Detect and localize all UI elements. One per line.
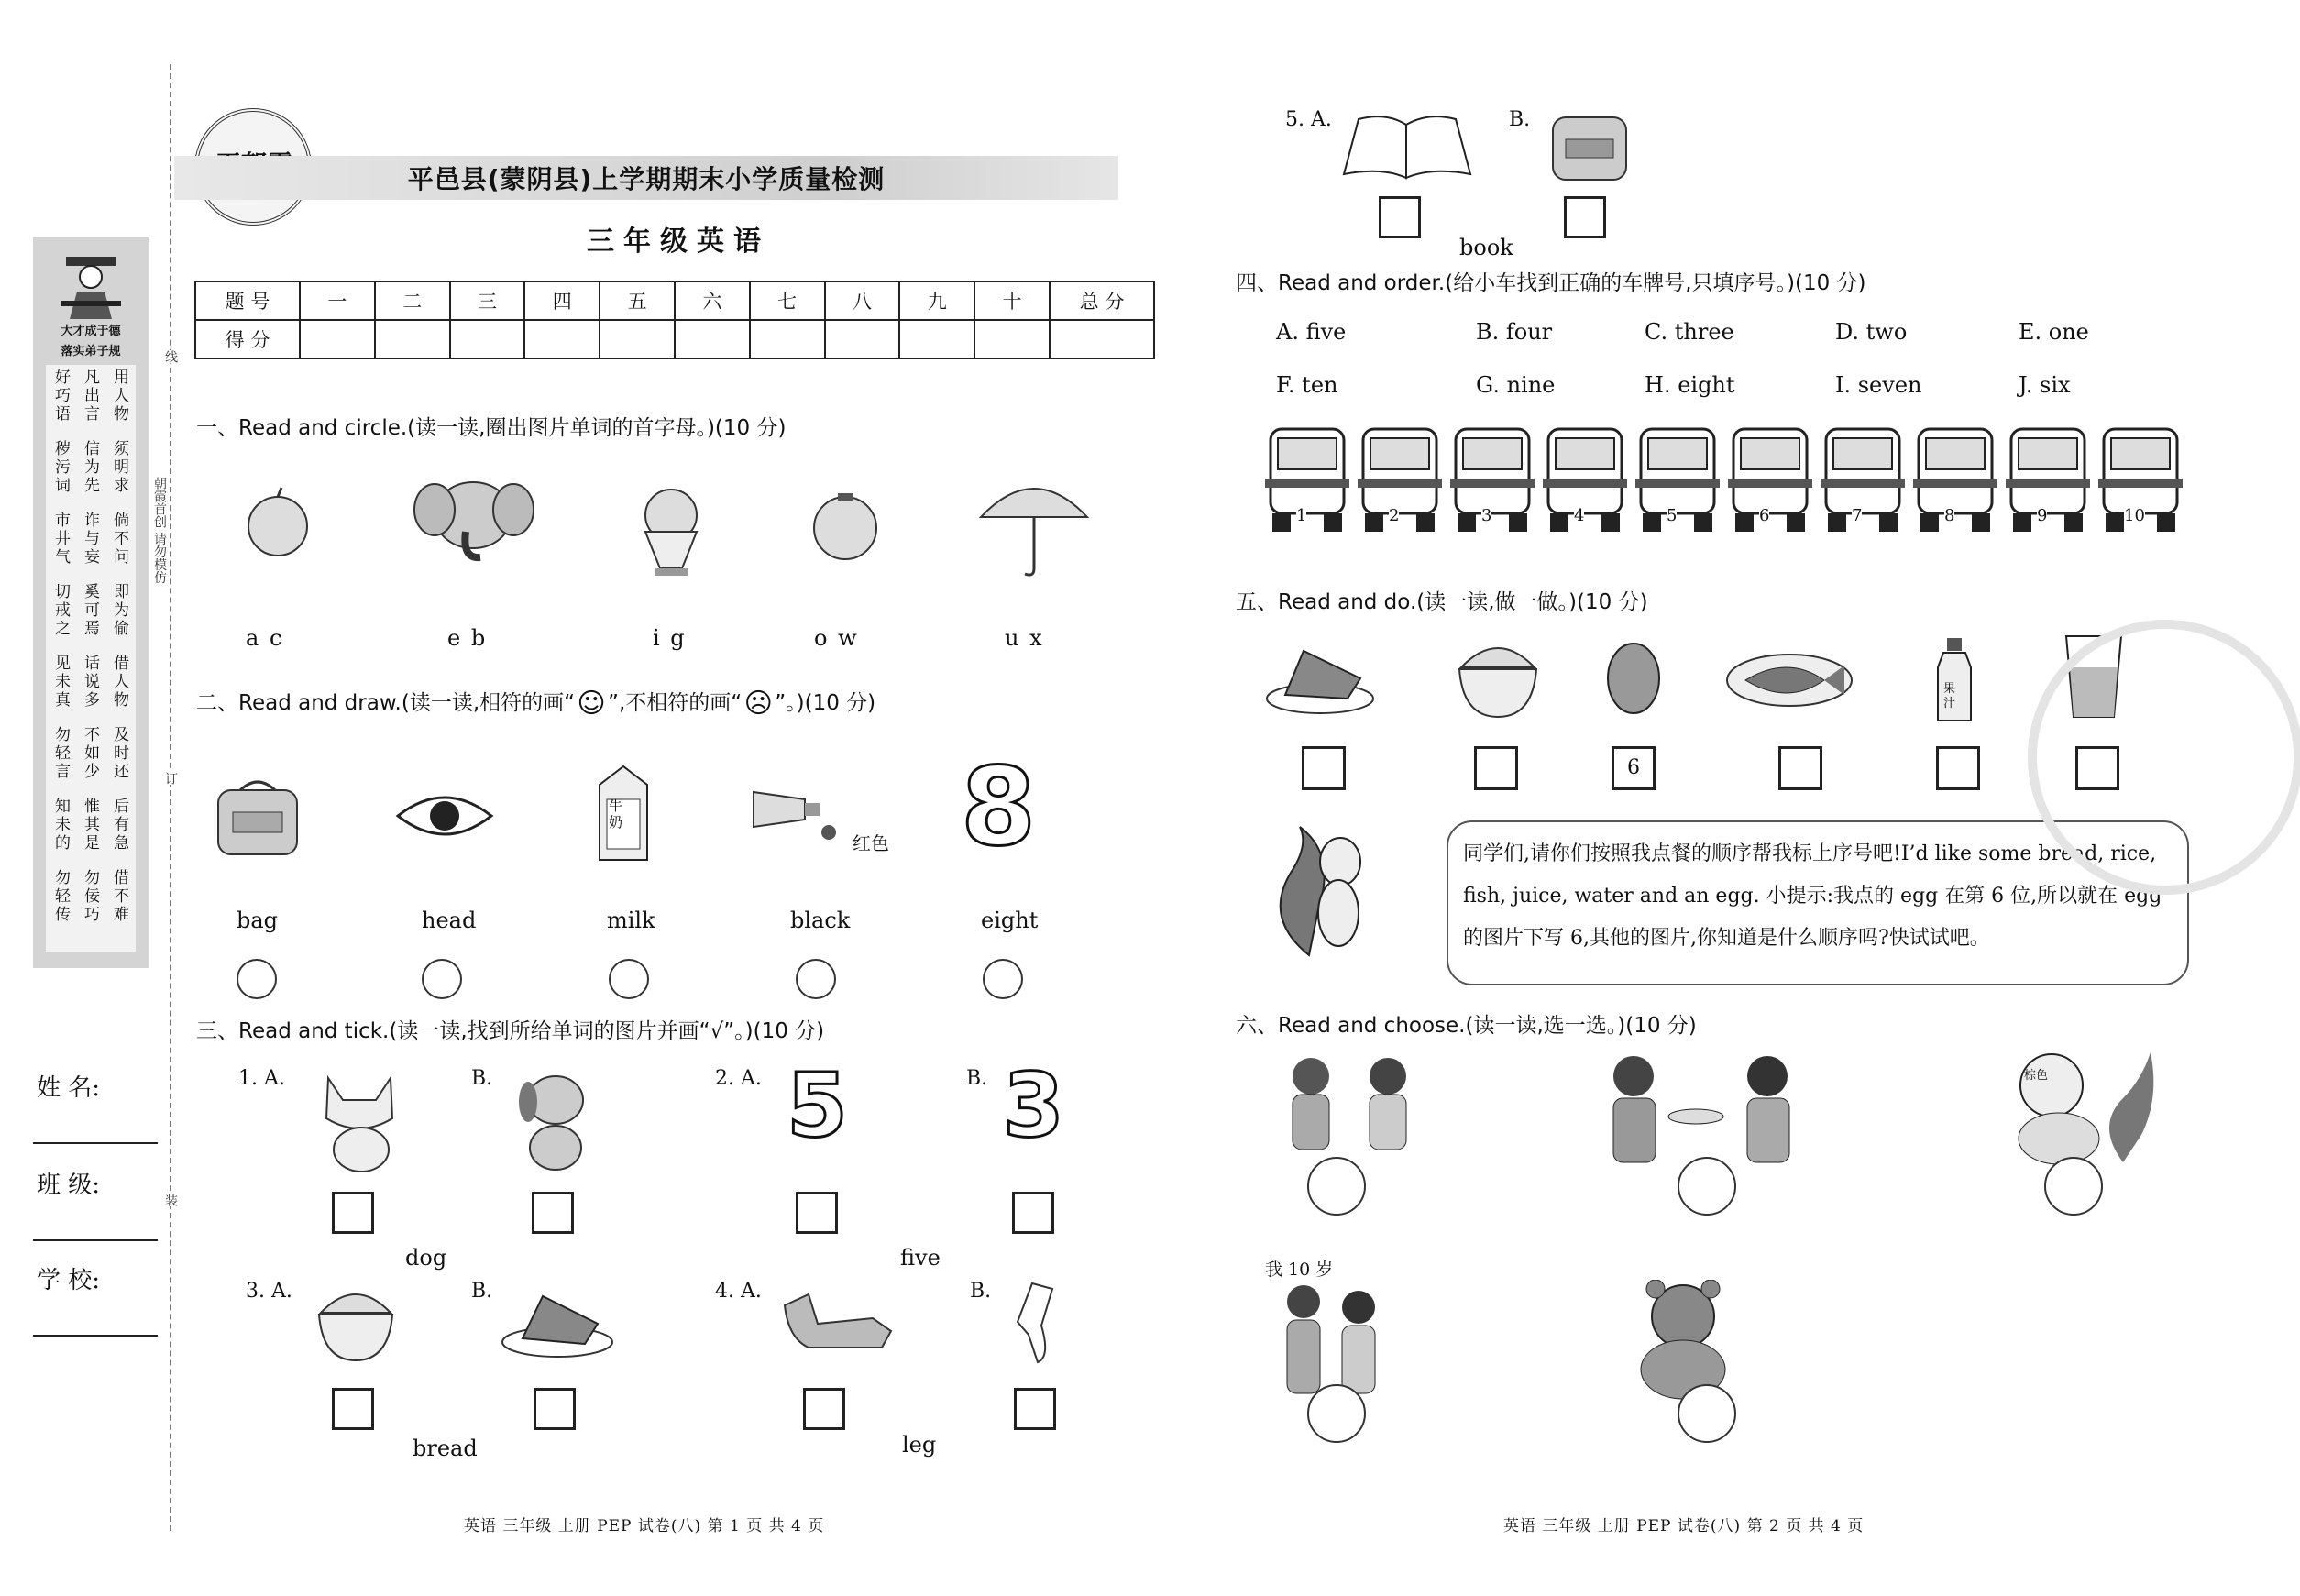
paint-tube-picture bbox=[750, 781, 842, 845]
title-banner bbox=[174, 156, 1118, 200]
egg-order-answer: 6 bbox=[1627, 756, 1640, 779]
juice-label: 果汁 bbox=[1943, 682, 1956, 710]
motto-col: 诈与妄 bbox=[81, 512, 99, 567]
option-d: D. two bbox=[1835, 319, 1908, 345]
score-header-cell: 七 bbox=[750, 281, 825, 320]
score-cell[interactable] bbox=[675, 320, 750, 358]
q3-label: 3. A. bbox=[246, 1280, 292, 1303]
score-cell[interactable] bbox=[899, 320, 974, 358]
motto-col: 话说多 bbox=[81, 655, 99, 710]
sad-face-icon: ☹ bbox=[743, 688, 773, 720]
section5-title: 五、Read and do.(读一读,做一做。)(10 分) bbox=[1236, 590, 1648, 614]
binding-label-zhuang: 装 bbox=[163, 1194, 178, 1206]
binding-line bbox=[170, 64, 171, 1531]
choice-circle[interactable] bbox=[1307, 1157, 1366, 1216]
class-label: 班 级: bbox=[37, 1172, 101, 1199]
school-label: 学 校: bbox=[37, 1267, 101, 1294]
watermark-seal bbox=[2028, 620, 2300, 895]
score-cell[interactable] bbox=[750, 320, 825, 358]
q4-word: leg bbox=[902, 1432, 937, 1458]
car bbox=[1911, 424, 1999, 537]
orange-picture bbox=[807, 490, 884, 563]
car bbox=[1263, 424, 1351, 537]
q2-word: five bbox=[900, 1245, 941, 1271]
girl-boy-plate-picture bbox=[1595, 1052, 1806, 1166]
score-cell[interactable] bbox=[825, 320, 900, 358]
car-row bbox=[1263, 424, 2185, 537]
eye-picture bbox=[394, 788, 495, 843]
bag-picture bbox=[209, 776, 306, 858]
motto-col: 借人物 bbox=[110, 655, 128, 710]
car-plate-number: 2 bbox=[1389, 506, 1400, 525]
numeral-three: 3 bbox=[1003, 1054, 1064, 1157]
milk-label: 牛奶 bbox=[609, 798, 623, 831]
motto-col: 后有急 bbox=[110, 798, 128, 853]
option-c: C. three bbox=[1645, 319, 1734, 345]
car bbox=[1634, 424, 1722, 537]
section4-title: 四、Read and order.(给小车找到正确的车牌号,只填序号。)(10 分) bbox=[1236, 271, 1866, 295]
score-cell[interactable] bbox=[1050, 320, 1154, 358]
score-header-cell: 九 bbox=[899, 281, 974, 320]
option-f: F. ten bbox=[1276, 372, 1338, 398]
car-icon bbox=[2004, 424, 2092, 537]
school-field[interactable] bbox=[33, 1335, 158, 1337]
leg-picture bbox=[1005, 1280, 1063, 1366]
tick-box[interactable] bbox=[1564, 196, 1606, 238]
letters-apple[interactable]: a c bbox=[246, 625, 284, 651]
motto-col: 用人物 bbox=[110, 369, 128, 424]
motto-col: 见未真 bbox=[51, 655, 70, 710]
rice-bowl-picture bbox=[315, 1280, 396, 1366]
car-icon bbox=[1263, 424, 1351, 537]
page-subtitle: 三年级英语 bbox=[587, 226, 770, 258]
order-box[interactable] bbox=[1474, 746, 1518, 790]
ice-cream-picture bbox=[627, 480, 715, 579]
word-milk: milk bbox=[607, 908, 655, 933]
car-icon bbox=[1356, 424, 1444, 537]
car-plate-number: 9 bbox=[2037, 506, 2048, 525]
page-title: 平邑县(蒙阴县)上学期期末小学质量检测 bbox=[407, 164, 886, 194]
car bbox=[2096, 424, 2184, 537]
motto-col: 及时还 bbox=[110, 726, 128, 781]
car-plate-number: 1 bbox=[1296, 506, 1307, 525]
car-icon bbox=[1634, 424, 1722, 537]
paint-label: 红色 bbox=[853, 832, 889, 854]
choice-circle[interactable] bbox=[2044, 1157, 2103, 1216]
letters-elephant[interactable]: e b bbox=[447, 625, 488, 651]
order-box[interactable] bbox=[1778, 746, 1822, 790]
score-header-cell: 六 bbox=[675, 281, 750, 320]
score-row-label: 得 分 bbox=[195, 320, 300, 358]
two-girls-picture bbox=[1276, 1052, 1426, 1166]
motto-col: 秽污词 bbox=[51, 440, 70, 495]
motto-col: 切戒之 bbox=[51, 583, 70, 638]
section1-title: 一、Read and circle.(读一读,圈出图片单词的首字母。)(10 分) bbox=[196, 416, 787, 440]
tick-box[interactable] bbox=[532, 1192, 574, 1234]
answer-circle[interactable] bbox=[796, 959, 836, 999]
q2-b-label: B. bbox=[966, 1067, 988, 1090]
score-cell[interactable] bbox=[974, 320, 1050, 358]
score-table-score-row bbox=[195, 320, 1154, 358]
word-bag: bag bbox=[237, 908, 279, 933]
section6-title: 六、Read and choose.(读一读,选一选。)(10 分) bbox=[1236, 1014, 1697, 1038]
score-cell[interactable] bbox=[450, 320, 525, 358]
binding-label-ding: 订 bbox=[163, 772, 178, 785]
option-h: H. eight bbox=[1645, 372, 1735, 398]
binding-label-copyright: 朝霞首创 请勿模仿 bbox=[150, 477, 169, 660]
motto-col: 勿轻传 bbox=[51, 869, 70, 924]
motto-columns bbox=[46, 365, 136, 952]
order-box[interactable] bbox=[1936, 746, 1980, 790]
tick-box[interactable] bbox=[534, 1388, 576, 1430]
motto-col: 凡出言 bbox=[81, 369, 99, 424]
car-icon bbox=[1448, 424, 1536, 537]
motto-strip bbox=[33, 237, 149, 968]
score-cell[interactable] bbox=[375, 320, 450, 358]
motto-col: 信为先 bbox=[81, 440, 99, 495]
car-icon bbox=[1911, 424, 1999, 537]
score-header-cell: 八 bbox=[825, 281, 900, 320]
footer-page1: 英语 三年级 上册 PEP 试卷(八) 第 1 页 共 4 页 bbox=[464, 1517, 825, 1535]
egg-picture bbox=[1604, 638, 1663, 717]
section2-title-part-a: 二、Read and draw.(读一读,相符的画“ bbox=[196, 691, 576, 715]
car bbox=[2004, 424, 2092, 537]
q1-word: dog bbox=[405, 1245, 447, 1271]
q2-label: 2. A. bbox=[715, 1067, 762, 1090]
option-j: J. six bbox=[2019, 372, 2071, 398]
book-picture bbox=[1340, 110, 1474, 180]
motto-line-2: 落实弟子规 bbox=[61, 345, 121, 358]
bear-sign-label: 棕色 bbox=[2024, 1069, 2049, 1083]
q1-label: 1. A. bbox=[238, 1067, 285, 1090]
score-header-cell: 题 号 bbox=[195, 281, 300, 320]
score-table-header-row bbox=[195, 281, 1154, 320]
score-header-cell: 一 bbox=[300, 281, 375, 320]
car-plate-number: 3 bbox=[1481, 506, 1492, 525]
numeral-five: 5 bbox=[787, 1054, 848, 1157]
option-g: G. nine bbox=[1476, 372, 1556, 398]
motto-col: 借不难 bbox=[110, 869, 128, 924]
car-plate-number: 10 bbox=[2124, 506, 2145, 525]
score-cell[interactable] bbox=[524, 320, 600, 358]
car-icon bbox=[1819, 424, 1907, 537]
umbrella-picture bbox=[977, 466, 1091, 579]
squirrel-picture bbox=[1272, 818, 1381, 966]
binding-label-xian: 线 bbox=[163, 350, 178, 363]
word-black: black bbox=[790, 908, 851, 933]
tick-box[interactable] bbox=[1012, 1192, 1054, 1234]
letters-orange[interactable]: o w bbox=[814, 625, 859, 651]
car-plate-number: 8 bbox=[1944, 506, 1955, 525]
eight-numeral: 8 bbox=[961, 743, 1037, 870]
tick-box[interactable] bbox=[796, 1192, 838, 1234]
motto-col: 奚可焉 bbox=[81, 583, 99, 638]
letters-ice-cream[interactable]: i g bbox=[653, 625, 687, 651]
q5-label: 5. A. bbox=[1285, 108, 1332, 131]
speech-bubble-text: 同学们,请你们按照我点餐的顺序帮我标上序号吧!I’d like some bread, rice, fish, juice, water and an egg. 小提示:我点的 egg 在第 6 位,所以就在 egg 的图片下写 6,其他的图片,你知道是什么顺序吗?快试试吧。 bbox=[1463, 842, 2162, 950]
motto-col: 即为偷 bbox=[110, 583, 128, 638]
word-head: head bbox=[422, 908, 477, 933]
motto-col: 勿轻言 bbox=[51, 726, 70, 781]
score-header-cell: 五 bbox=[600, 281, 675, 320]
section2-title bbox=[196, 686, 875, 720]
car-icon bbox=[1541, 424, 1629, 537]
scholar-figure bbox=[59, 248, 123, 319]
answer-circle[interactable] bbox=[422, 959, 462, 999]
tick-box[interactable] bbox=[332, 1388, 374, 1430]
section2-title-part-b: ”,不相符的画“ bbox=[608, 691, 743, 715]
rice-bowl-picture bbox=[1456, 633, 1540, 722]
motto-col: 勿佞巧 bbox=[81, 869, 99, 924]
score-table bbox=[194, 281, 1155, 359]
motto-col: 倘不问 bbox=[110, 512, 128, 567]
q3-word: bread bbox=[413, 1436, 478, 1461]
bear-squirrel-picture bbox=[2004, 1043, 2160, 1166]
smile-face-icon: ☺ bbox=[577, 688, 606, 720]
letters-umbrella[interactable]: u x bbox=[1005, 625, 1044, 651]
score-cell[interactable] bbox=[600, 320, 675, 358]
option-b: B. four bbox=[1476, 319, 1553, 345]
answer-circle[interactable] bbox=[609, 959, 649, 999]
motto-col: 知未的 bbox=[51, 798, 70, 853]
score-header-cell: 三 bbox=[450, 281, 525, 320]
q5-word: book bbox=[1459, 235, 1513, 260]
car bbox=[1448, 424, 1536, 537]
score-header-cell: 总 分 bbox=[1050, 281, 1154, 320]
answer-circle[interactable] bbox=[237, 959, 277, 999]
car bbox=[1541, 424, 1629, 537]
choice-circle[interactable] bbox=[1307, 1384, 1366, 1443]
motto-line-1: 大才成于德 bbox=[61, 325, 121, 338]
age-caption: 我 10 岁 bbox=[1265, 1260, 1334, 1280]
tick-box[interactable] bbox=[1379, 196, 1421, 238]
car bbox=[1356, 424, 1444, 537]
tick-box[interactable] bbox=[1014, 1388, 1056, 1430]
order-box[interactable] bbox=[1302, 746, 1346, 790]
section3-title: 三、Read and tick.(读一读,找到所给单词的图片并画“√”。)(10 分) bbox=[196, 1019, 825, 1043]
bread-plate-picture bbox=[1263, 640, 1377, 717]
motto-col: 市井气 bbox=[51, 512, 70, 567]
name-field[interactable] bbox=[33, 1142, 158, 1144]
brown-bear-picture bbox=[1628, 1280, 1738, 1403]
car bbox=[1819, 424, 1907, 537]
score-header-cell: 二 bbox=[375, 281, 450, 320]
elephant-picture bbox=[411, 468, 535, 568]
motto-col: 惟其是 bbox=[81, 798, 99, 853]
footer-page2: 英语 三年级 上册 PEP 试卷(八) 第 2 页 共 4 页 bbox=[1503, 1517, 1865, 1535]
car-icon bbox=[1726, 424, 1814, 537]
car-plate-number: 7 bbox=[1852, 506, 1863, 525]
word-eight: eight bbox=[981, 908, 1039, 933]
order-box-egg[interactable] bbox=[1612, 746, 1656, 790]
tick-box[interactable] bbox=[803, 1388, 845, 1430]
car-plate-number: 4 bbox=[1574, 506, 1585, 525]
car-plate-number: 5 bbox=[1667, 506, 1678, 525]
q5-b-label: B. bbox=[1509, 108, 1531, 131]
motto-col: 须明求 bbox=[110, 440, 128, 495]
q4-b-label: B. bbox=[970, 1280, 992, 1303]
answer-circle[interactable] bbox=[983, 959, 1023, 999]
motto-col: 不如少 bbox=[81, 726, 99, 781]
q4-label: 4. A. bbox=[715, 1280, 762, 1303]
choice-circle[interactable] bbox=[1678, 1157, 1736, 1216]
choice-circle[interactable] bbox=[1678, 1384, 1736, 1443]
option-e: E. one bbox=[2019, 319, 2089, 345]
section2-title-part-c: ”。)(10 分) bbox=[775, 691, 876, 715]
tick-box[interactable] bbox=[332, 1192, 374, 1234]
name-label: 姓 名: bbox=[37, 1074, 101, 1102]
motto-col: 好巧语 bbox=[51, 369, 70, 424]
q1-b-label: B. bbox=[471, 1067, 493, 1090]
fish-plate-picture bbox=[1723, 645, 1855, 710]
score-cell[interactable] bbox=[300, 320, 375, 358]
apple-picture bbox=[240, 484, 315, 559]
schoolbag-picture bbox=[1546, 105, 1634, 183]
car bbox=[1726, 424, 1814, 537]
q3-b-label: B. bbox=[471, 1280, 493, 1303]
score-header-cell: 十 bbox=[974, 281, 1050, 320]
class-field[interactable] bbox=[33, 1239, 158, 1241]
option-a: A. five bbox=[1276, 319, 1347, 345]
bread-picture bbox=[499, 1287, 616, 1360]
option-i: I. seven bbox=[1835, 372, 1922, 398]
dog-picture bbox=[506, 1069, 600, 1173]
score-header-cell: 四 bbox=[524, 281, 600, 320]
arm-picture bbox=[781, 1291, 897, 1355]
cat-picture bbox=[315, 1069, 403, 1173]
car-plate-number: 6 bbox=[1759, 506, 1770, 525]
